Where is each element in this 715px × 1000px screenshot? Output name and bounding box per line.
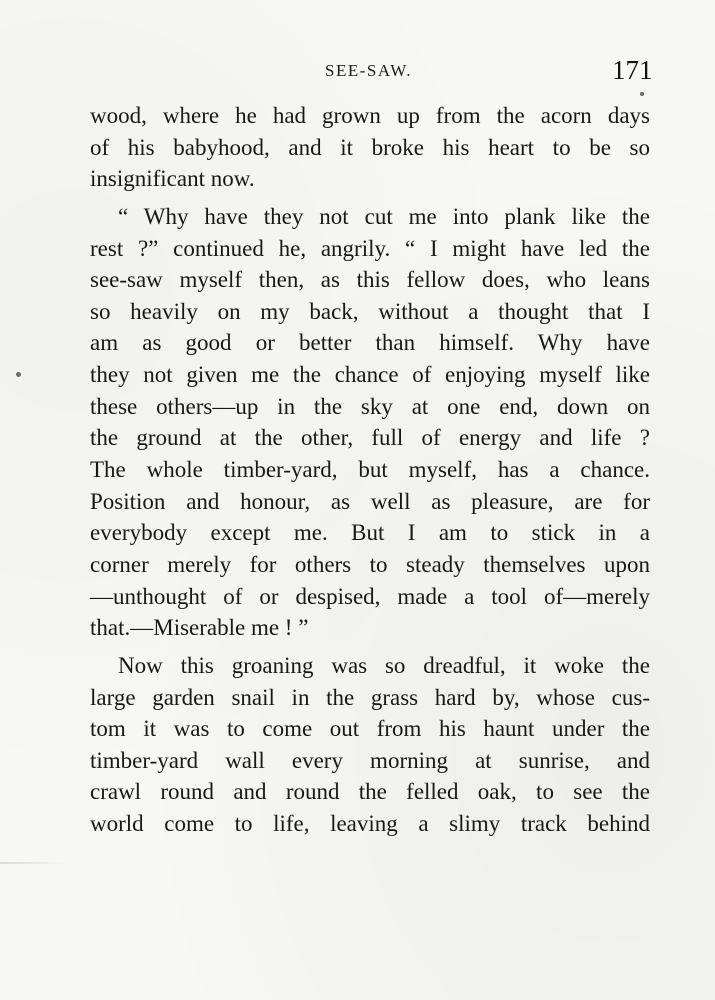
text-line: insignificant now. [90,166,255,192]
body-text [90,100,650,840]
text-line: everybody except me. But I am to stick in a [90,520,650,546]
text-line: large garden snail in the grass hard by, whose cus- [90,684,650,710]
running-title: SEE-SAW. [325,61,412,80]
page-number: 171 [612,55,653,85]
text-line: am as good or better than himself. Why have [90,330,650,356]
running-header [0,55,715,85]
text-line: The whole timber-yard, but myself, has a chance. [90,457,650,483]
text-line: crawl round and round the felled oak, to see the [90,779,650,805]
ink-speck [640,92,644,96]
text-line: world come to life, leaving a slimy track behind [90,811,650,837]
text-line: that.—Miserable me ! ” [90,615,309,641]
text-line: “ Why have they not cut me into plank like the [118,203,650,229]
page-edge-mark [0,862,70,864]
text-line: they not given me the chance of enjoying myself like [90,362,650,388]
text-line: tom it was to come out from his haunt under the [90,716,650,742]
text-line: Now this groaning was so dreadful, it woke the [118,652,650,678]
text-line: timber-yard wall every morning at sunrise, and [90,747,650,773]
text-line: the ground at the other, full of energy and life ? [90,425,650,451]
text-line: rest ?” continued he, angrily. “ I might have led the [90,235,650,261]
text-line: see-saw myself then, as this fellow does, who leans [90,267,650,293]
text-line: corner merely for others to steady themselves upon [90,551,650,577]
text-line: Position and honour, as well as pleasure, are for [90,488,650,514]
text-line: so heavily on my back, without a thought that I [90,298,650,324]
text-line: wood, where he had grown up from the acorn days [90,103,650,128]
ink-speck [16,372,21,377]
text-line: —unthought of or despised, made a tool of—merely [90,583,650,609]
text-line: these others—up in the sky at one end, down on [90,393,650,419]
text-line: of his babyhood, and it broke his heart to be so [90,134,650,160]
